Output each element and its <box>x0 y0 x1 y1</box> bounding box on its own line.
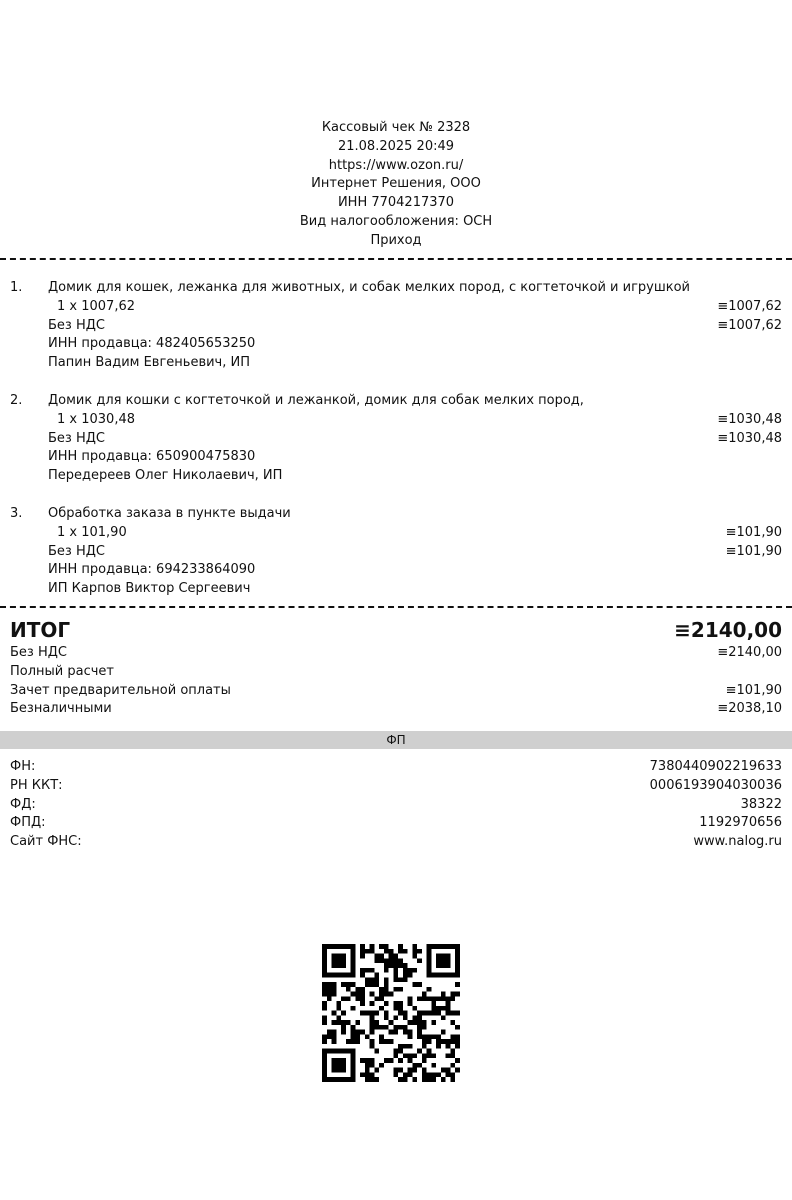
totals-row-vat <box>10 644 782 663</box>
item-seller: Передереев Олег Николаевич, ИП <box>48 468 283 484</box>
item-name: Домик для кошки с когтеточкой и лежанкой, домик для собак мелких пород, <box>48 393 584 408</box>
item-seller-inn: ИНН продавца: 694233864090 <box>48 562 256 578</box>
fp-bar: ФП <box>0 731 792 749</box>
fiscal-label: ФН: <box>10 759 36 774</box>
fiscal-value: 7380440902219633 <box>649 759 782 774</box>
item-seller-inn: ИНН продавца: 650900475830 <box>48 449 256 465</box>
totals-row-value: ≡101,90 <box>725 682 782 698</box>
item-vat-amount: ≡1007,62 <box>717 317 782 333</box>
totals-row-prepayment <box>10 682 782 701</box>
fiscal-row-fd <box>10 796 782 815</box>
totals-row-cashless <box>10 700 782 719</box>
item-vat: Без НДС <box>48 430 105 446</box>
fiscal-row-fn <box>10 758 782 777</box>
merchant-website: https://www.ozon.ru/ <box>328 157 464 173</box>
item-amount: ≡1007,62 <box>717 298 782 314</box>
total-row <box>10 616 782 644</box>
divider-top <box>0 258 792 260</box>
list-item <box>0 392 792 505</box>
qr-code-icon <box>322 944 460 1082</box>
fiscal-row-fpd <box>10 814 782 833</box>
fiscal-info <box>10 758 782 852</box>
fiscal-label: Сайт ФНС: <box>10 834 82 850</box>
divider-bottom <box>0 606 792 608</box>
fiscal-value: www.nalog.ru <box>693 834 782 850</box>
merchant-name: Интернет Решения, ООО <box>311 176 481 192</box>
list-item <box>0 279 792 392</box>
totals-row-full-payment <box>10 663 782 682</box>
totals-section <box>10 616 782 719</box>
fiscal-value: 1192970656 <box>699 815 782 831</box>
total-value: ≡2140,00 <box>674 618 782 642</box>
items-list <box>0 279 792 618</box>
item-amount: ≡1030,48 <box>717 411 782 427</box>
item-amount: ≡101,90 <box>725 524 782 540</box>
tax-system: Вид налогообложения: ОСН <box>299 213 493 229</box>
fiscal-value: 0006193904030036 <box>649 777 782 793</box>
item-vat: Без НДС <box>48 317 105 333</box>
item-qty: 1 x 1007,62 <box>57 298 135 314</box>
item-seller: Папин Вадим Евгеньевич, ИП <box>48 355 251 371</box>
item-number: 1. <box>10 280 23 295</box>
item-name: Домик для кошек, лежанка для животных, и собак мелких пород, с когтеточкой и игрушкой <box>48 280 691 295</box>
totals-row-value: ≡2140,00 <box>717 645 782 660</box>
totals-row-label: Без НДС <box>10 645 67 660</box>
fiscal-label: РН ККТ: <box>10 777 63 793</box>
fiscal-label: ФД: <box>10 796 36 812</box>
fiscal-value: 38322 <box>740 796 782 812</box>
item-vat-amount: ≡1030,48 <box>717 430 782 446</box>
item-vat: Без НДС <box>48 543 105 559</box>
list-item <box>0 505 792 618</box>
receipt-number: Кассовый чек № 2328 <box>321 120 471 135</box>
receipt-datetime: 21.08.2025 20:49 <box>337 138 455 154</box>
totals-row-label: Полный расчет <box>10 663 114 679</box>
item-qty: 1 x 1030,48 <box>57 411 135 427</box>
item-number: 3. <box>10 506 23 521</box>
totals-row-label: Зачет предварительной оплаты <box>10 682 231 698</box>
merchant-inn: ИНН 7704217370 <box>337 195 455 211</box>
totals-row-value: ≡2038,10 <box>717 701 782 717</box>
item-qty: 1 x 101,90 <box>57 524 127 540</box>
item-number: 2. <box>10 393 23 408</box>
item-vat-amount: ≡101,90 <box>725 543 782 559</box>
receipt-header <box>0 119 792 251</box>
fiscal-row-fns-site <box>10 833 782 852</box>
fiscal-label: ФПД: <box>10 815 46 831</box>
fiscal-row-rn-kkt <box>10 777 782 796</box>
total-label: ИТОГ <box>10 618 71 642</box>
item-seller: ИП Карпов Виктор Сергеевич <box>48 581 251 597</box>
item-name: Обработка заказа в пункте выдачи <box>48 506 291 521</box>
operation-type: Приход <box>370 232 422 248</box>
item-seller-inn: ИНН продавца: 482405653250 <box>48 336 256 352</box>
totals-row-label: Безналичными <box>10 701 112 717</box>
